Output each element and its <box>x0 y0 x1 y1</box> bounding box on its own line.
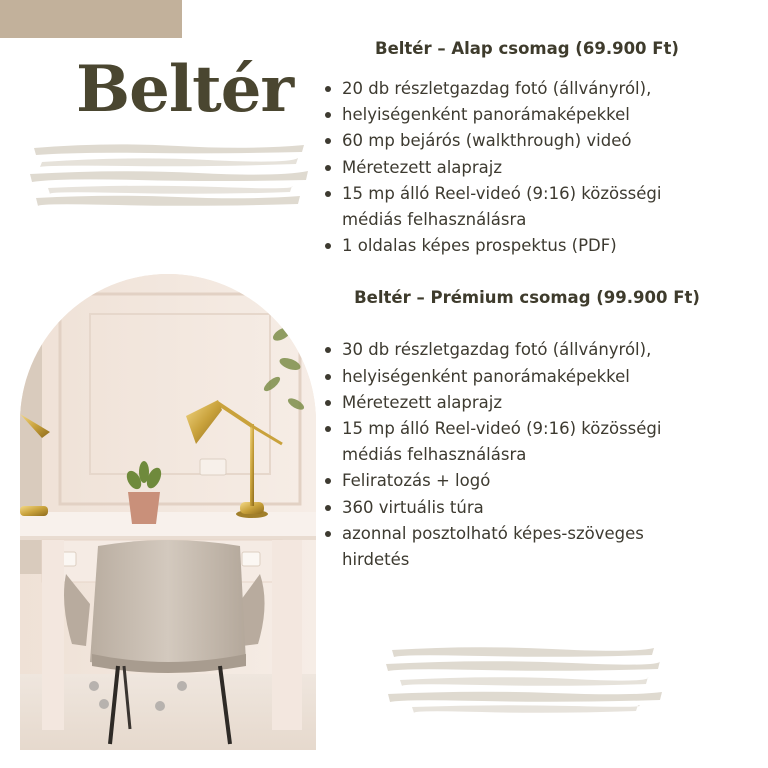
list-item-continuation: médiás felhasználásra <box>342 210 527 230</box>
brand-title: Beltér <box>76 52 294 127</box>
basic-package-list <box>320 76 760 259</box>
list-item: Méretezett alaprajz <box>320 390 760 416</box>
list-item: Feliratozás + logó <box>320 468 760 494</box>
section-gap <box>320 259 760 285</box>
brush-stroke-decoration <box>382 640 664 720</box>
premium-package-list <box>320 337 760 573</box>
office-desk-illustration <box>20 274 316 750</box>
list-item: 60 mp bejárós (walkthrough) videó <box>320 128 760 154</box>
list-item: azonnal posztolható képes-szöveges <box>320 521 760 547</box>
list-item: 15 mp álló Reel-videó (9:16) közösségi <box>320 181 760 207</box>
premium-package-heading: Beltér – Prémium csomag (99.900 Ft) <box>354 288 700 308</box>
office-photo-arch <box>20 274 316 750</box>
list-item: 360 virtuális túra <box>320 495 760 521</box>
list-item: 30 db részletgazdag fotó (állványról), <box>320 337 760 363</box>
list-item: 15 mp álló Reel-videó (9:16) közösségi <box>320 416 760 442</box>
list-item: helyiségenként panorámaképekkel <box>320 364 760 390</box>
decorative-tan-bar <box>0 0 182 38</box>
list-item: Méretezett alaprajz <box>320 155 760 181</box>
list-item-continuation: hirdetés <box>342 550 410 570</box>
packages-section <box>320 36 760 573</box>
list-item-continuation: médiás felhasználásra <box>342 445 527 465</box>
list-item: 20 db részletgazdag fotó (állványról), <box>320 76 760 102</box>
brush-stroke-decoration <box>28 136 310 216</box>
list-item: helyiségenként panorámaképekkel <box>320 102 760 128</box>
basic-package-heading: Beltér – Alap csomag (69.900 Ft) <box>375 39 679 58</box>
list-item: 1 oldalas képes prospektus (PDF) <box>320 233 760 259</box>
